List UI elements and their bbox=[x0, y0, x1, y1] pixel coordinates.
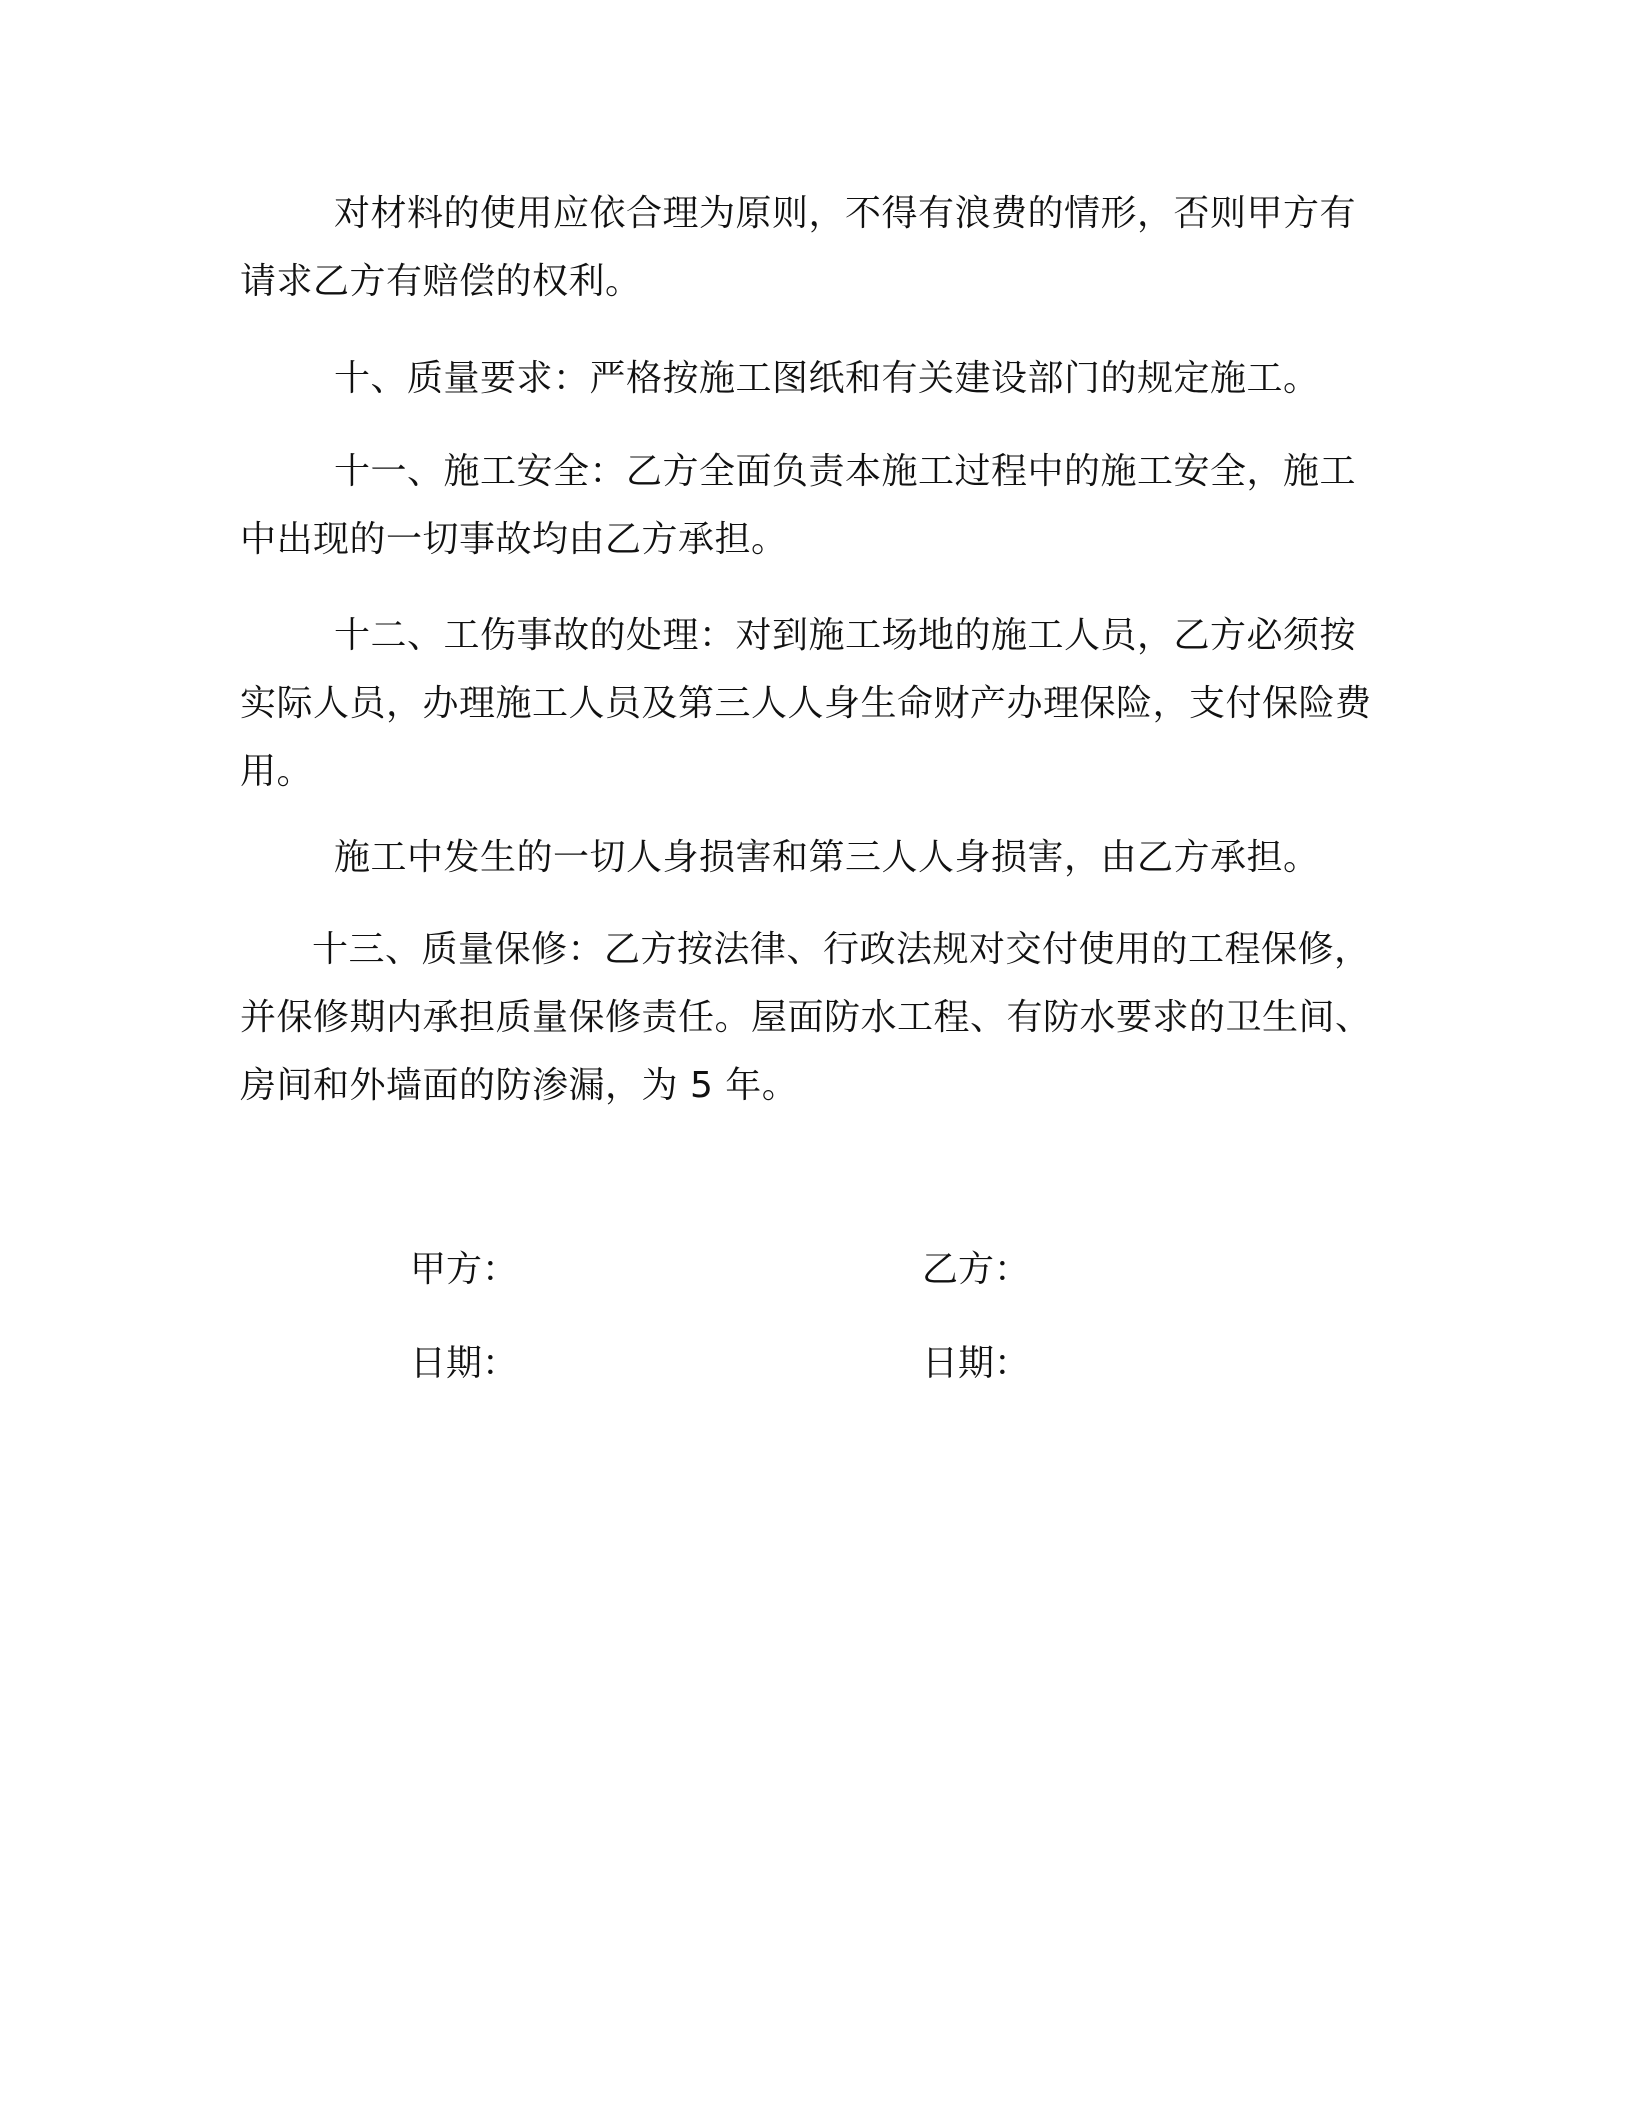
paragraph-injury-handling: 十二、工伤事故的处理：对到施工场地的施工人员，乙方必须按实际人员，办理施工人员及第三人人身生命财产办理保险，支付保险费用。 bbox=[240, 615, 1372, 792]
paragraph-warranty: 十三、质量保修：乙方按法律、行政法规对交付使用的工程保修，并保修期内承担质量保修责任。屋面防水工程、有防水要求的卫生间、房间和外墙面的防渗漏，为 5 年。 bbox=[240, 929, 1372, 1106]
party-a-label: 甲方： bbox=[410, 1249, 519, 1290]
date-b-label: 日期： bbox=[922, 1343, 1031, 1384]
paragraph-materials: 对材料的使用应依合理为原则，不得有浪费的情形，否则甲方有请求乙方有赔偿的权利。 bbox=[240, 193, 1357, 302]
paragraph-construction-safety: 十一、施工安全：乙方全面负责本施工过程中的施工安全，施工中出现的一切事故均由乙方承担。 bbox=[240, 451, 1357, 560]
paragraph-quality-requirements: 十、质量要求：严格按施工图纸和有关建设部门的规定施工。 bbox=[334, 358, 1320, 399]
paragraph-personal-damage: 施工中发生的一切人身损害和第三人人身损害，由乙方承担。 bbox=[334, 837, 1320, 878]
party-b-label: 乙方： bbox=[922, 1249, 1031, 1290]
date-a-label: 日期： bbox=[410, 1343, 519, 1384]
